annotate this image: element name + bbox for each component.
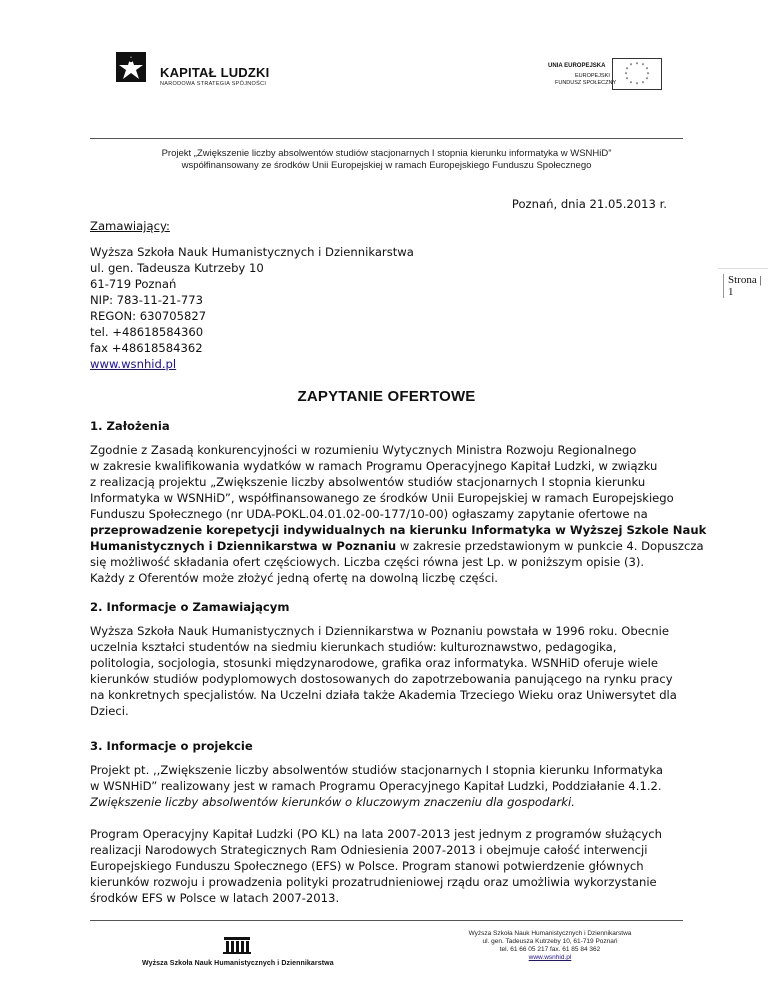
svg-text:*: * bbox=[625, 67, 629, 73]
s2-line: politologia, socjologia, stosunki międzynarodowe, grafika oraz informatyka. WSNHiD oferuje wiele bbox=[90, 656, 658, 670]
section-2-heading: 2. Informacje o Zamawiającym bbox=[90, 600, 290, 614]
section-1-heading: 1. Założenia bbox=[90, 419, 170, 433]
orderer-nip: NIP: 783-11-21-773 bbox=[90, 293, 203, 307]
footer-logo-text: Wyższa Szkoła Nauk Humanistycznych i Dziennikarstwa bbox=[142, 960, 334, 967]
document-date: Poznań, dnia 21.05.2013 r. bbox=[511, 197, 667, 211]
s3-line: kierunków rozwoju i prowadzenia polityki prozatrudnieniowej rządu oraz umożliwia wykorzystanie bbox=[90, 875, 657, 889]
s1-line: Każdy z Oferentów może złożyć jedną ofertę na dowolną liczbę części. bbox=[90, 571, 498, 585]
page-number-rule bbox=[718, 268, 768, 269]
svg-text:*: * bbox=[624, 72, 628, 78]
orderer-name: Wyższa Szkoła Nauk Humanistycznych i Dziennikarstwa bbox=[90, 245, 414, 259]
footer-website-link[interactable]: www.wsnhid.pl bbox=[528, 954, 572, 961]
page-number: Strona | 1 bbox=[723, 274, 768, 298]
section-1-paragraph bbox=[90, 442, 707, 586]
s1-line: Funduszu Społecznego (nr UDA-POKL.04.01.02-00-177/10-00) ogłaszamy zapytanie ofertowe na bbox=[90, 507, 648, 521]
s2-line: Dzieci. bbox=[90, 704, 129, 718]
section-3-paragraph-2 bbox=[90, 826, 683, 906]
project-line-1: Projekt „Zwiększenie liczby absolwentów studiów stacjonarnych I stopnia kierunku informatyka w WSNHiD” bbox=[161, 148, 612, 159]
orderer-city: 61-719 Poznań bbox=[90, 277, 177, 291]
svg-text:*: * bbox=[646, 72, 650, 78]
s1-line: w zakresie kwalifikowania wydatków w ramach Programu Operacyjnego Kapitał Ludzki, w związku bbox=[90, 459, 658, 473]
s2-line: na konkretnych specjalistów. Na Uczelni działa także Akademia Trzeciego Wieku oraz Uniwersytet dla bbox=[90, 688, 677, 702]
university-building-icon bbox=[222, 936, 252, 954]
svg-text:*: * bbox=[635, 62, 639, 68]
s3-line-italic: Zwiększenie liczby absolwentów kierunków o kluczowym znaczeniu dla gospodarki. bbox=[90, 795, 575, 809]
s3-line: realizacji Narodowych Strategicznych Ram Odniesienia 2007-2013 i obejmuje całość interwencji bbox=[90, 843, 648, 857]
eu-logo-line1: EUROPEJSKI bbox=[575, 73, 610, 79]
eu-flag-icon bbox=[612, 58, 662, 90]
s1-line: się możliwość składania ofert częściowych. Liczba części równa jest Lp. w poniższym opisie (3). bbox=[90, 555, 645, 569]
svg-text:*: * bbox=[641, 81, 645, 87]
orderer-street: ul. gen. Tadeusza Kutrzeby 10 bbox=[90, 261, 264, 275]
footer-rule bbox=[90, 920, 683, 921]
s2-line: Wyższa Szkoła Nauk Humanistycznych i Dziennikarstwa w Poznaniu powstała w 1996 roku. Obecnie bbox=[90, 624, 669, 638]
star-people-icon bbox=[100, 38, 160, 100]
svg-text:*: * bbox=[641, 63, 645, 69]
section-3-heading: 3. Informacje o projekcie bbox=[90, 739, 253, 753]
s1-line-bold-part: Humanistycznych i Dziennikarstwa w Poznaniu bbox=[90, 539, 397, 553]
project-line-2: współfinansowany ze środków Unii Europejskiej w ramach Europejskiego Funduszu Społecznego bbox=[181, 160, 592, 171]
s1-line-bold: przeprowadzenie korepetycji indywidualnych na kierunku Informatyka w Wyższej Szkole Nauk bbox=[90, 523, 707, 537]
s3-line: Projekt pt. ,,Zwiększenie liczby absolwentów studiów stacjonarnych I stopnia kierunku Informatyka bbox=[90, 763, 664, 777]
orderer-regon: REGON: 630705827 bbox=[90, 309, 207, 323]
orderer-website-link[interactable]: www.wsnhid.pl bbox=[90, 357, 177, 371]
s2-line: uczelnia kształci studentów na siedmiu kierunkach studiów: kulturoznawstwo, pedagogika, bbox=[90, 640, 617, 654]
orderer-phone: tel. +48618584360 bbox=[90, 325, 204, 339]
footer-line-1: Wyższa Szkoła Nauk Humanistycznych i Dziennikarstwa bbox=[468, 930, 632, 937]
s3-line: w WSNHiD” realizowany jest w ramach Programu Operacyjnego Kapitał Ludzki, Poddziałanie 4.1.2. bbox=[90, 779, 662, 793]
footer-line-3: tel. 61 66 05 217 fax. 61 85 84 362 bbox=[499, 946, 601, 953]
s3-line: Program Operacyjny Kapitał Ludzki (PO KL) na lata 2007-2013 jest jednym z programów służących bbox=[90, 827, 662, 841]
svg-text:*: * bbox=[645, 77, 649, 83]
s3-line: środków EFS w Polsce w latach 2007-2013. bbox=[90, 891, 340, 905]
header-rule bbox=[90, 138, 683, 139]
s1-line-rest: w zakresie przedstawionym w punkcie 4. Dopuszcza bbox=[396, 539, 704, 553]
s1-line: Informatyka w WSNHiD”, współfinansowanego ze środków Unii Europejskiej w ramach Europejskiego bbox=[90, 491, 674, 505]
kapital-ludzki-title: KAPITAŁ LUDZKI bbox=[160, 65, 270, 80]
section-3-paragraph-1 bbox=[90, 762, 683, 810]
footer-link-wrap bbox=[420, 954, 680, 962]
svg-text:*: * bbox=[629, 81, 633, 87]
s1-line: z realizacją projektu „Zwiększenie liczby absolwentów studiów stacjonarnych I stopnia kierunku bbox=[90, 475, 646, 489]
s2-line: kierunków studiów podyplomowych dostosowanych do zapotrzebowania panującego na rynku pracy bbox=[90, 672, 673, 686]
orderer-label: Zamawiający: bbox=[90, 219, 170, 233]
s1-line: Zgodnie z Zasadą konkurencyjności w rozumieniu Wytycznych Ministra Rozwoju Regionalnego bbox=[90, 443, 637, 457]
s3-line: Europejskiego Funduszu Społecznego (EFS) w Polsce. Program stanowi potwierdzenie głównych bbox=[90, 859, 644, 873]
svg-text:*: * bbox=[645, 67, 649, 73]
svg-text:*: * bbox=[635, 82, 639, 88]
footer-line-2: ul. gen. Tadeusza Kutrzeby 10, 61-719 Poznań bbox=[482, 938, 618, 945]
kapital-ludzki-subtitle: NARODOWA STRATEGIA SPÓJNOŚCI bbox=[160, 81, 267, 87]
svg-text:*: * bbox=[625, 77, 629, 83]
eu-logo-title: UNIA EUROPEJSKA bbox=[548, 63, 606, 69]
orderer-fax: fax +48618584362 bbox=[90, 341, 203, 355]
eu-logo-line2: FUNDUSZ SPOŁECZNY bbox=[555, 80, 617, 86]
svg-text:*: * bbox=[629, 63, 633, 69]
section-2-paragraph bbox=[90, 623, 683, 719]
document-title: ZAPYTANIE OFERTOWE bbox=[297, 388, 476, 405]
